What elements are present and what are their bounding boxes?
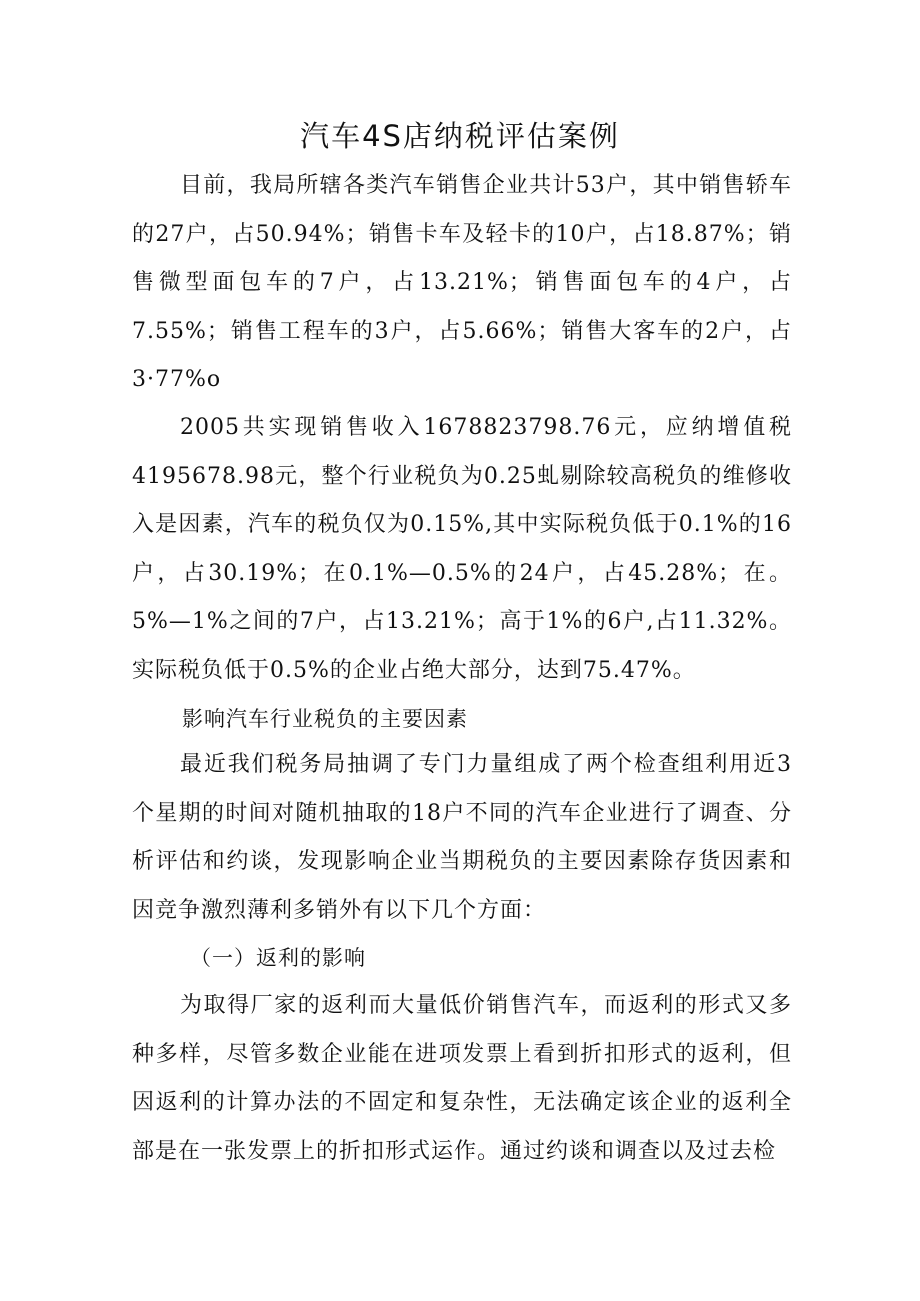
document-title: 汽车4S店纳税评估案例	[300, 119, 620, 153]
paragraph-dealer-statistics: 目前，我局所辖各类汽车销售企业共计53户，其中销售轿车的27户，占50.94%；销售卡车及轻卡的10户，占18.87%；销售微型面包车的7户，占13.21%；销售面包车的4户，占7.55%；销售工程车的3户，占5.66%；销售大客车的2户，占3·77%o	[132, 173, 792, 392]
subsection-heading-rebate: （一）返利的影响	[190, 946, 366, 970]
paragraph-tax-burden: 2005共实现销售收入1678823798.76元，应纳增值税4195678.98元，整个行业税负为0.25虬剔除较高税负的维修收入是因素，汽车的税负仅为0.15%,其中实际税负低于0.1%的16户，占30.19%；在0.1%—0.5%的24户，占45.28%；在。5%—1%之间的7户，占13.21%；高于1%的6户,占11.32%。实际税负低于0.5%的企业占绝大部分，达到75.47%。	[132, 415, 792, 683]
paragraph-investigation: 最近我们税务局抽调了专门力量组成了两个检查组利用近3个星期的时间对随机抽取的18户不同的汽车企业进行了调查、分析评估和约谈，发现影响企业当期税负的主要因素除存货因素和因竞争激烈薄利多销外有以下几个方面：	[132, 752, 792, 923]
section-heading-main-factors: 影响汽车行业税负的主要因素	[182, 707, 468, 731]
paragraph-rebate-impact: 为取得厂家的返利而大量低价销售汽车，而返利的形式又多种多样，尽管多数企业能在进项发票上看到折扣形式的返利，但因返利的计算办法的不固定和复杂性，无法确定该企业的返利全部是在一张发票上的折扣形式运作。通过约谈和调查以及过去检	[132, 993, 792, 1164]
